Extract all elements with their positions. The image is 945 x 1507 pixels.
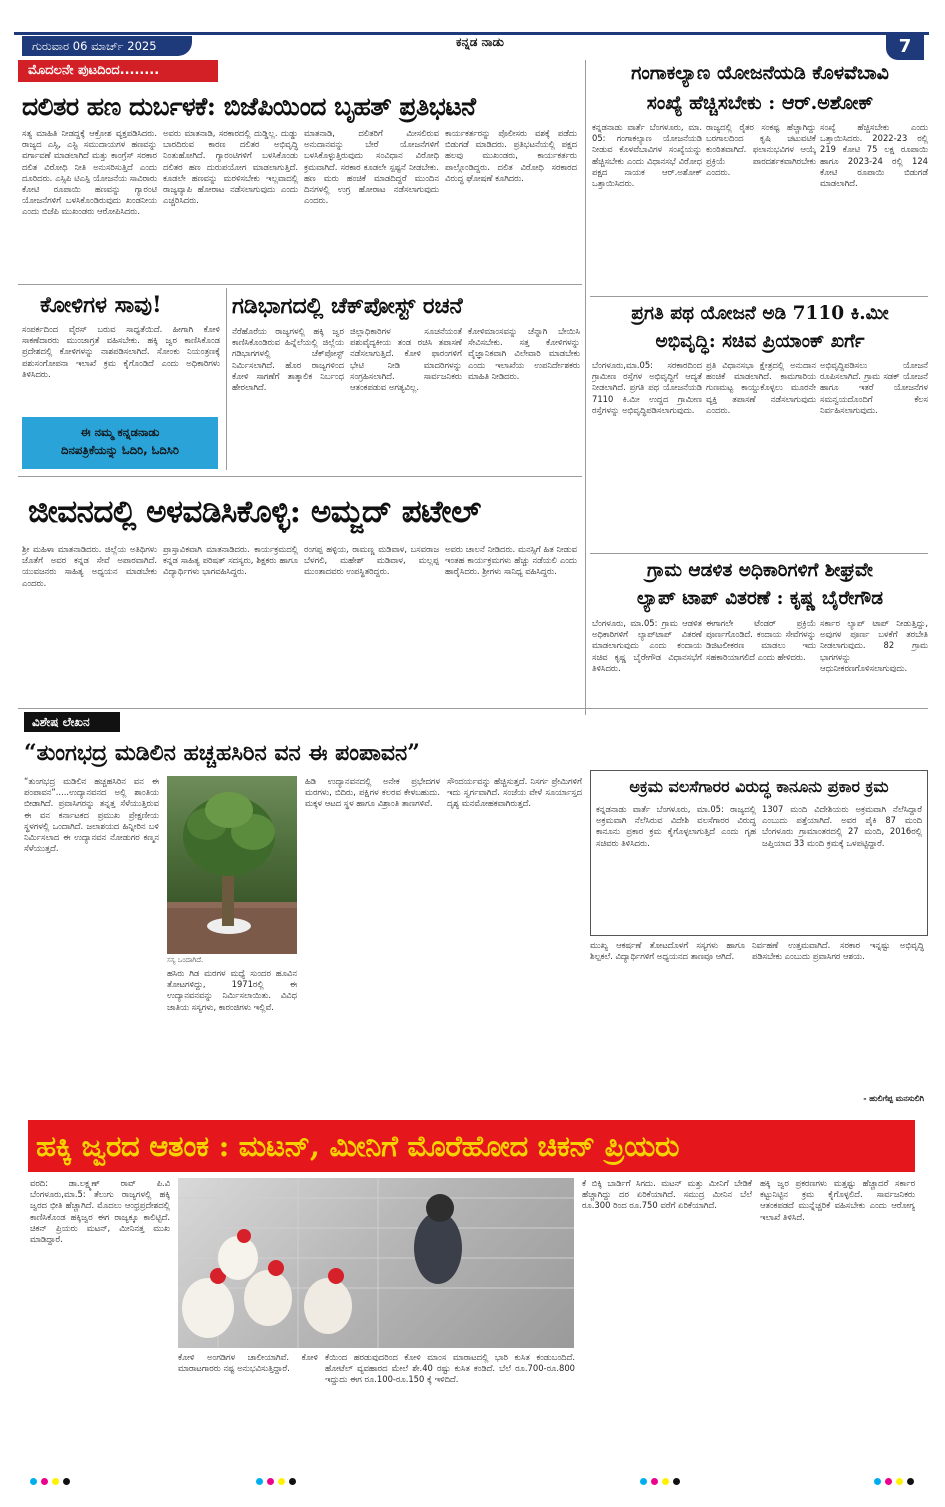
divider — [590, 553, 928, 554]
laptop-col-2: ಈಗಾಗಲೇ ಟೆಂಡರ್ ಪ್ರಕ್ರಿಯೆ ಪೂರ್ಣಗೊಂಡಿದೆ. ಕಂದಾಯ ಸೇವೆಗಳನ್ನು ಡಿಜಿಟಲೀಕರಣ ಮಾಡಲು ಇದು ಸಹಕಾರಿಯಾಗಲಿದೆ ಎಂದು ಹೇಳಿದರು. — [706, 618, 816, 662]
ganga-col-1: ಕನ್ನಡನಾಡು ವಾರ್ತೆ ಬೆಂಗಳೂರು, ಮಾ. 05: ಗಂಗಾಕಲ್ಯಾಣ ಯೋಜನೆಯಡಿ ನೀಡುವ ಕೊಳವೆಬಾವಿಗಳ ಸಂಖ್ಯೆಯನ್ನು ಹೆಚ್ಚಿಸಬೇಕು ಎಂದು ವಿಧಾನಸಭೆ ವಿರೋಧ ಪಕ್ಷದ ನಾಯಕ ಆರ್.ಅಶೋಕ್ ಒತ್ತಾಯಿಸಿದರು. — [592, 122, 702, 189]
date-tab: ಗುರುವಾರ 06 ಮಾರ್ಚ್ 2025 — [22, 36, 192, 56]
hens-headline: ಕೋಳಿಗಳ ಸಾವು! — [40, 292, 162, 318]
bjp-col-3: ಮಾತನಾಡಿ, ದಲಿತರಿಗೆ ಮೀಸಲಿರುವ ಅನುದಾನವನ್ನು ಬೇರೆ ಯೋಜನೆಗಳಿಗೆ ಬಳಸಿಕೊಳ್ಳುತ್ತಿರುವುದು ಸಂವಿಧಾನ ವಿರೋಧಿ ಕ್ರಮವಾಗಿದೆ. ಸರಕಾರ ಕೂಡಲೇ ಸ್ಪಷ್ಟನೆ ನೀಡಬೇಕು. ಹಣ ಮರು ಹಂಚಿಕೆ ಮಾಡದಿದ್ದರೆ ಮುಂದಿನ ದಿನಗಳಲ್ಲಿ ಉಗ್ರ ಹೋರಾಟ ನಡೆಸಲಾಗುವುದು ಎಂದರು. — [304, 128, 439, 206]
registration-marks — [30, 1478, 70, 1486]
bjp-col-4: ಕಾರ್ಯಕರ್ತರನ್ನು ಪೊಲೀಸರು ವಶಕ್ಕೆ ಪಡೆದು ಬಿಡುಗಡೆ ಮಾಡಿದರು. ಪ್ರತಿಭಟನೆಯಲ್ಲಿ ಪಕ್ಷದ ಹಲವು ಮುಖಂಡರು, ಕಾರ್ಯಕರ್ತರು ಪಾಲ್ಗೊಂಡಿದ್ದರು. ದಲಿತ ವಿರೋಧಿ ಸರಕಾರದ ವಿರುದ್ಧ ಘೋಷಣೆ ಕೂಗಿದರು. — [445, 128, 577, 183]
checkpost-col-3: ಕೋಳಿಮಾಂಸವನ್ನು ಚೆನ್ನಾಗಿ ಬೇಯಿಸಿ ಸೇವಿಸಬೇಕು. ಸತ್ತ ಕೋಳಿಗಳನ್ನು ವೈಜ್ಞಾನಿಕವಾಗಿ ವಿಲೇವಾರಿ ಮಾಡಬೇಕು ಎಂದು ಇಲಾಖೆಯ ಉಪನಿರ್ದೇಶಕರು ಮಾಹಿತಿ ನೀಡಿದರು. — [468, 326, 580, 381]
promo-line-2: ದಿನಪತ್ರಿಕೆಯನ್ನು ಓದಿರಿ, ಓದಿಸಿರಿ — [61, 443, 179, 457]
patel-col-1: ಶ್ರೀ ಮಹಿಳಾ ಮಾತನಾಡಿದರು. ಜಿಲ್ಲೆಯ ಅತಿಥಿಗಳು ಜೊತೆಗೆ ಅವರ ಕನ್ನಡ ಸೇವೆ ಅಪಾರವಾಗಿದೆ. ಯುವಜನರು ಸಾಹಿತ್ಯ ಅಧ್ಯಯನ ಮಾಡಬೇಕು ಎಂದರು. — [22, 544, 157, 588]
laptop-col-3: ಸರ್ಕಾರ ಲ್ಯಾಪ್ ಟಾಪ್ ನೀಡುತ್ತಿದ್ದು, ಅವುಗಳ ಪೂರ್ಣ ಬಳಕೆಗೆ ತರಬೇತಿ ನೀಡಲಾಗುವುದು. 82 ಗ್ರಾಮ ಭಾಗಗಳನ್ನು ಆಧುನೀಕರಣಗೊಳಿಸಲಾಗುವುದು. — [820, 618, 928, 673]
birdflu-col-2: ಕೆಯಿಂದ ಹರಡುವುದರಿಂದ ಕೋಳಿ ಮಾಂಸ ಮಾರಾಟದಲ್ಲಿ ಭಾರಿ ಕುಸಿತ ಕಂಡುಬಂದಿದೆ. ಹೋಟೆಲ್ ವ್ಯವಹಾರದ ಮೇಲೆ ಶೇ.40 ರಷ್ಟು ಕುಸಿತ ಕಂಡಿದೆ. ಬೆಲೆ ರೂ.700-ರೂ.800 ಇದ್ದುದು ಈಗ ರೂ.100-ರೂ.150 ಕ್ಕೆ ಇಳಿದಿದೆ. — [325, 1352, 575, 1385]
laptop-headline-2: ಲ್ಯಾಪ್ ಟಾಪ್ ವಿತರಣೆ : ಕೃಷ್ಣ ಬೈರೇಗೌಡ — [636, 588, 884, 609]
hens-text: ಸಂಪರ್ಕದಿಂದ ವೈರಸ್ ಬರುವ ಸಾಧ್ಯತೆಯಿದೆ. ಹೀಗಾಗಿ ಕೋಳಿ ಸಾಕಣೆದಾರರು ಮುಂಜಾಗ್ರತೆ ವಹಿಸಬೇಕು. ಹಕ್ಕಿ ಜ್ವರ ಕಾಣಿಸಿಕೊಂಡ ಪ್ರದೇಶದಲ್ಲಿ ಕೋಳಿಗಳನ್ನು ನಾಶಪಡಿಸಲಾಗಿದೆ. ಸೋಂಕು ನಿಯಂತ್ರಣಕ್ಕೆ ಪಶುಸಂಗೋಪನಾ ಇಲಾಖೆ ಕ್ರಮ ಕೈಗೊಂಡಿದೆ ಎಂದು ಅಧಿಕಾರಿಗಳು ತಿಳಿಸಿದರು. — [22, 324, 220, 379]
pragati-col-2: ಪ್ರತಿ ವಿಧಾನಸಭಾ ಕ್ಷೇತ್ರದಲ್ಲಿ ಅನುದಾನ ಹಂಚಿಕೆ ಮಾಡಲಾಗಿದೆ. ಕಾಮಗಾರಿಯ ಗುಣಮಟ್ಟ ಕಾಯ್ದುಕೊಳ್ಳಲು ಮೂರನೇ ವ್ಯಕ್ತಿ ತಪಾಸಣೆ ನಡೆಸಲಾಗುವುದು ಎಂದರು. — [706, 360, 816, 415]
page-number-tab: 7 — [886, 34, 924, 60]
divider — [585, 60, 586, 715]
plant-illustration — [167, 776, 297, 954]
pragati-headline-1: ಪ್ರಗತಿ ಪಥ ಯೋಜನೆ ಅಡಿ 7110 ಕಿ.ಮೀ — [631, 303, 889, 324]
birdflu-photo-caption: ಕೋಳಿ ಅಂಗಡಿಗಳ ಚಾಲೀಯಾಗಿವೆ. ಕೋಳಿ ಮಾರಾಟಗಾರರು ನಷ್ಟ ಅನುಭವಿಸುತ್ತಿದ್ದಾರೆ. — [178, 1352, 318, 1374]
chicken-cage-illustration — [178, 1178, 574, 1348]
divider — [226, 288, 227, 470]
feature-col-2: ಹಸಿರು ಗಿಡ ಮರಗಳ ಮಧ್ಯೆ ಸುಂದರ ಹೂವಿನ ತೋಟಗಳಿದ್ದು, 1971ರಲ್ಲಿ ಈ ಉದ್ಯಾನವನವನ್ನು ನಿರ್ಮಿಸಲಾಯಿತು. ವಿವಿಧ ಜಾತಿಯ ಸಸ್ಯಗಳು, ಕಾರಂಜಿಗಳು ಇಲ್ಲಿವೆ. — [167, 968, 297, 1012]
section-tag: ಮೊದಲನೇ ಪುಟದಿಂದ........ — [18, 60, 218, 82]
patel-col-3: ರಂಗಪ್ಪ ಹಳ್ಳಿಯ, ರಾಮಣ್ಣ ಮಡಿವಾಳ, ಬಸವರಾಜ ಬೆಳಗಲಿ, ಮಹೇಶ್ ಮಡಿವಾಳ, ಮಲ್ಲಪ್ಪ ಮುಂತಾದವರು ಉಪಸ್ಥಿತರಿದ್ದರು. — [304, 544, 439, 577]
ganga-headline-1: ಗಂಗಾಕಲ್ಯಾಣ ಯೋಜನೆಯಡಿ ಕೊಳವೆಬಾವಿ — [631, 62, 889, 84]
feature-tag: ವಿಶೇಷ ಲೇಖನ — [24, 712, 120, 732]
pampavana-caption: ಸಸ್ಯ ಒಂದಾಗಿದೆ. — [167, 956, 204, 964]
registration-marks — [874, 1478, 914, 1486]
feature-col-4: ಸೌಂದರ್ಯವನ್ನು ಹೆಚ್ಚಿಸುತ್ತದೆ. ನಿಸರ್ಗ ಪ್ರೇಮಿಗಳಿಗೆ ಇದು ಸ್ವರ್ಗವಾಗಿದೆ. ಸಂಜೆಯ ವೇಳೆ ಸೂರ್ಯಾಸ್ತದ ದೃಶ್ಯ ಮನಮೋಹಕವಾಗಿರುತ್ತದೆ. — [447, 776, 582, 809]
divider — [590, 296, 928, 297]
divider — [18, 284, 582, 285]
birdflu-col-3: ಕೆ ಬಿಕ್ಕಿ ಬಾರ್ಡಿಗೆ ಸಿಗದು. ಮಟನ್ ಮತ್ತು ಮೀನಿಗೆ ಬೇಡಿಕೆ ಹೆಚ್ಚಾಗಿದ್ದು ದರ ಏರಿಕೆಯಾಗಿದೆ. ಸಮುದ್ರ ಮೀನಿನ ಬೆಲೆ ರೂ.300 ರಿಂದ ರೂ.750 ವರೆಗೆ ಏರಿಕೆಯಾಗಿದೆ. — [582, 1178, 752, 1211]
pragati-col-3: ಅಭಿವೃದ್ಧಿಪಡಿಸಲು ಯೋಜನೆ ರೂಪಿಸಲಾಗಿದೆ. ಗ್ರಾಮ ಸಡಕ್ ಯೋಜನೆ ಹಾಗೂ ಇತರೆ ಯೋಜನೆಗಳ ಸಮನ್ವಯದೊಂದಿಗೆ ಕೆಲಸ ನಿರ್ವಹಿಸಲಾಗುವುದು. — [820, 360, 928, 415]
checkpost-col-1: ನೆರೆಹೊರೆಯ ರಾಜ್ಯಗಳಲ್ಲಿ ಹಕ್ಕಿ ಜ್ವರ ಕಾಣಿಸಿಕೊಂಡಿರುವ ಹಿನ್ನೆಲೆಯಲ್ಲಿ ಜಿಲ್ಲೆಯ ಗಡಿಭಾಗಗಳಲ್ಲಿ ಚೆಕ್‌ಪೋಸ್ಟ್ ನಿರ್ಮಿಸಲಾಗಿದೆ. ಹೊರ ರಾಜ್ಯಗಳಿಂದ ಕೋಳಿ ಸಾಗಣೆಗೆ ತಾತ್ಕಾಲಿಕ ನಿರ್ಬಂಧ ಹೇರಲಾಗಿದೆ. — [232, 326, 344, 393]
ganga-col-3: ಸಂಖ್ಯೆ ಹೆಚ್ಚಿಸಬೇಕು ಎಂದು ಒತ್ತಾಯಿಸಿದರು. 2022-23 ರಲ್ಲಿ 219 ಕೋಟಿ 75 ಲಕ್ಷ ರೂಪಾಯಿ ಹಾಗೂ 2023-24 ರಲ್ಲಿ 124 ಕೋಟಿ ರೂಪಾಯಿ ಬಿಡುಗಡೆ ಮಾಡಲಾಗಿದೆ. — [820, 122, 928, 189]
laptop-headline-1: ಗ್ರಾಮ ಆಡಳಿತ ಅಧಿಕಾರಿಗಳಿಗೆ ಶೀಘ್ರವೇ — [647, 560, 873, 581]
birdflu-photo — [178, 1178, 574, 1348]
feature-byline: - ಹುಲಿಗೆಪ್ಪ ಮನಸುಲಿಗಿ — [863, 1094, 924, 1103]
pragati-headline-2: ಅಭಿವೃದ್ಧಿ: ಸಚಿವ ಪ್ರಿಯಾಂಕ್ ಖರ್ಗೆ — [655, 331, 865, 352]
registration-marks — [256, 1478, 296, 1486]
paper-name: ಕನ್ನಡ ನಾಡು — [456, 35, 504, 49]
pampavana-photo — [167, 776, 297, 954]
checkpost-headline: ಗಡಿಭಾಗದಲ್ಲಿ ಚೆಕ್‌ಪೋಸ್ಟ್ ರಚನೆ — [232, 293, 463, 319]
ganga-col-2: ರಾಜ್ಯದಲ್ಲಿ ರೈತರ ಸಂಕಷ್ಟ ಹೆಚ್ಚಾಗಿದ್ದು ಬರಗಾಲದಿಂದ ಕೃಷಿ ಚಟುವಟಿಕೆ ಕುಂಠಿತವಾಗಿದೆ. ಫಲಾನುಭವಿಗಳ ಆಯ್ಕೆ ಪ್ರಕ್ರಿಯೆ ಪಾರದರ್ಶಕವಾಗಿರಬೇಕು ಎಂದರು. — [706, 122, 816, 177]
bjp-col-2: ಅವರು ಮಾತನಾಡಿ, ಸರಕಾರದಲ್ಲಿ ದುಡ್ಡಿಲ್ಲ. ದುಡ್ಡು ಬಾರದಿರುವ ಕಾರಣ ದಲಿತರ ಅಭಿವೃದ್ಧಿ ನಿಂತುಹೋಗಿದೆ. ಗ್ಯಾರಂಟಿಗಳಿಗೆ ಬಳಸಿಕೊಂಡು ದಲಿತರ ಹಣ ದುರುಪಯೋಗ ಮಾಡಲಾಗುತ್ತಿದೆ. ಕೂಡಲೇ ಹಣವನ್ನು ಮರಳಿಸಬೇಕು ಇಲ್ಲವಾದಲ್ಲಿ ರಾಜ್ಯವ್ಯಾಪಿ ಹೋರಾಟ ನಡೆಸಲಾಗುವುದು ಎಂದು ಎಚ್ಚರಿಸಿದರು. — [163, 128, 298, 206]
patel-headline: ಜೀವನದಲ್ಲಿ ಅಳವಡಿಸಿಕೊಳ್ಳಿ: ಅಮ್ಜದ್ ಪಟೇಲ್ — [28, 494, 481, 530]
feature-headline: “ತುಂಗಭದ್ರ ಮಡಿಲಿನ ಹಚ್ಚಹಸಿರಿನ ವನ ಈ ಪಂಪಾವನ” — [24, 740, 420, 766]
bjp-headline: ದಲಿತರ ಹಣ ದುರ್ಬಳಕೆ: ಬಿಜೆಪಿಯಿಂದ ಬೃಹತ್ ಪ್ರತಿಭಟನೆ — [22, 92, 476, 121]
patel-col-4: ಅವರು ಚಾಲನೆ ನೀಡಿದರು. ಮನಸ್ಸಿಗೆ ಹಿತ ನೀಡುವ ಇಂತಹ ಕಾರ್ಯಕ್ರಮಗಳು ಹೆಚ್ಚು ನಡೆಯಲಿ ಎಂದು ಹಾರೈಸಿದರು. ಶ್ರೀಗಳು ಸಾನಿಧ್ಯ ವಹಿಸಿದ್ದರು. — [445, 544, 577, 577]
pragati-col-1: ಬೆಂಗಳೂರು,ಮಾ.05: ಸರಕಾರದಿಂದ ಗ್ರಾಮೀಣ ರಸ್ತೆಗಳ ಅಭಿವೃದ್ಧಿಗೆ ಆದ್ಯತೆ ನೀಡಲಾಗಿದೆ. ಪ್ರಗತಿ ಪಥ ಯೋಜನೆಯಡಿ 7110 ಕಿ.ಮೀ ಉದ್ದದ ಗ್ರಾಮೀಣ ರಸ್ತೆಗಳನ್ನು ಅಭಿವೃದ್ಧಿಪಡಿಸಲಾಗುವುದು. — [592, 360, 702, 415]
feature-col-1: “ತುಂಗಭದ್ರ ಮಡಿಲಿನ ಹಚ್ಚಹಸಿರಿನ ವನ ಈ ಪಂಪಾವನ”.....ಉದ್ಯಾನವನದ ಅಲ್ಲಿ ಶಾಂತಿಯ ಬೀಡಾಗಿದೆ. ಪ್ರವಾಸಿಗರನ್ನು ತನ್ನತ್ತ ಸೆಳೆಯುತ್ತಿರುವ ಈ ವನ ಕರ್ನಾಟಕದ ಪ್ರಮುಖ ಪ್ರೇಕ್ಷಣೀಯ ಸ್ಥಳಗಳಲ್ಲಿ ಒಂದಾಗಿದೆ. ಜಲಾಶಯದ ಹಿನ್ನೀರಿನ ಬಳಿ ನಿರ್ಮಿಸಲಾದ ಈ ಉದ್ಯಾನವನ ನೋಡುಗರ ಕಣ್ಮನ ಸೆಳೆಯುತ್ತದೆ. — [24, 776, 159, 854]
birdflu-headline: ಹಕ್ಕಿ ಜ್ವರದ ಆತಂಕ : ಮಟನ್, ಮೀನಿಗೆ ಮೊರೆಹೋದ ಚಿಕನ್ ಪ್ರಿಯರು — [36, 1129, 680, 1163]
birdflu-col-1: ವರದಿ: ಡಾ.ಲಕ್ಷ್ಮಣ್ ರಾವ್ ಪಿ.ವಿ ಬೆಂಗಳೂರು,ಮಾ.5: ತೆಲುಗು ರಾಜ್ಯಗಳಲ್ಲಿ ಹಕ್ಕಿ ಜ್ವರದ ಭೀತಿ ಹೆಚ್ಚಾಗಿದೆ. ಮೊದಲು ಆಂಧ್ರಪ್ರದೇಶದಲ್ಲಿ ಕಾಣಿಸಿಕೊಂಡ ಹಕ್ಕಿಜ್ವರ ಈಗ ರಾಜ್ಯಕ್ಕೂ ಕಾಲಿಟ್ಟಿದೆ. ಚಿಕನ್ ಪ್ರಿಯರು ಮಟನ್, ಮೀನಿನತ್ತ ಮುಖ ಮಾಡಿದ್ದಾರೆ. — [30, 1178, 170, 1245]
migrants-col-1: ಕನ್ನಡನಾಡು ವಾರ್ತೆ ಬೆಂಗಳೂರು, ಮಾ.05: ರಾಜ್ಯದಲ್ಲಿ ಅಕ್ರಮವಾಗಿ ನೆಲೆಸಿರುವ ವಿದೇಶಿ ವಲಸೆಗಾರರ ವಿರುದ್ಧ ಕಾನೂನು ಪ್ರಕಾರ ಕ್ರಮ ಕೈಗೊಳ್ಳಲಾಗುತ್ತಿದೆ ಎಂದು ಗೃಹ ಸಚಿವರು ತಿಳಿಸಿದರು. — [596, 804, 756, 848]
divider — [18, 476, 582, 477]
migrants-headline: ಅಕ್ರಮ ವಲಸೆಗಾರರ ವಿರುದ್ಧ ಕಾನೂನು ಪ್ರಕಾರ ಕ್ರಮ — [629, 777, 889, 796]
bjp-col-1: ಸತ್ಯ ಮಾಹಿತಿ ನೀಡದ್ದಕ್ಕೆ ಆಕ್ರೋಶ ವ್ಯಕ್ತಪಡಿಸಿದರು. ರಾಜ್ಯದ ಎಸ್ಸಿ, ಎಸ್ಟಿ ಸಮುದಾಯಗಳ ಹಣವನ್ನು ವರ್ಗಾವಣೆ ಮಾಡಲಾಗಿದೆ ಮತ್ತು ಕಾಂಗ್ರೆಸ್ ಸರಕಾರ ದಲಿತ ವಿರೋಧಿ ನೀತಿ ಅನುಸರಿಸುತ್ತಿದೆ ಎಂದು ದೂರಿದರು. ಎಸ್ಸಿಪಿ ಟಿಎಸ್ಪಿ ಯೋಜನೆಯ ಸಾವಿರಾರು ಕೋಟಿ ರೂಪಾಯಿ ಹಣವನ್ನು ಗ್ಯಾರಂಟಿ ಯೋಜನೆಗಳಿಗೆ ಬಳಸಿಕೊಂಡಿರುವುದು ಖಂಡನೀಯ ಎಂದು ಬಿಜೆಪಿ ಮುಖಂಡರು ಆರೋಪಿಸಿದರು. — [22, 128, 157, 217]
feature-col-5: ಮುಖ್ಯ ಆಕರ್ಷಣೆ ತೋಟದೊಳಗೆ ಸಸ್ಯಗಳು ಹಾಗೂ ಶಿಲ್ಪಕಲೆ. ವಿದ್ಯಾರ್ಥಿಗಳಿಗೆ ಅಧ್ಯಯನದ ತಾಣವೂ ಆಗಿದೆ. — [590, 940, 745, 962]
feature-col-6: ನಿರ್ವಹಣೆ ಉತ್ತಮವಾಗಿದೆ. ಸರಕಾರ ಇನ್ನಷ್ಟು ಅಭಿವೃದ್ಧಿ ಪಡಿಸಬೇಕು ಎಂಬುದು ಪ್ರವಾಸಿಗರ ಆಶಯ. — [752, 940, 924, 962]
checkpost-col-2: ಜಿಲ್ಲಾಧಿಕಾರಿಗಳ ಸೂಚನೆಯಂತೆ ಪಶುವೈದ್ಯಕೀಯ ತಂಡ ರಚಿಸಿ ತಪಾಸಣೆ ನಡೆಸಲಾಗುತ್ತಿದೆ. ಕೋಳಿ ಫಾರಂಗಳಿಗೆ ಭೇಟಿ ನೀಡಿ ಮಾದರಿಗಳನ್ನು ಸಂಗ್ರಹಿಸಲಾಗಿದೆ. ಸಾರ್ವಜನಿಕರು ಆತಂಕಪಡುವ ಅಗತ್ಯವಿಲ್ಲ. — [350, 326, 462, 393]
promo-line-1: ಈ ನಮ್ಮ ಕನ್ನಡನಾಡು — [80, 425, 160, 439]
registration-marks — [640, 1478, 680, 1486]
ganga-headline-2: ಸಂಖ್ಯೆ ಹೆಚ್ಚಿಸಬೇಕು : ಆರ್.ಅಶೋಕ್ — [646, 92, 874, 114]
migrants-col-2: 1307 ಮಂದಿ ವಿದೇಶಿಯರು ಅಕ್ರಮವಾಗಿ ನೆಲೆಸಿದ್ದಾರೆ ಎಂಬುದು ಪತ್ತೆಯಾಗಿದೆ. ಅವರ ಪೈಕಿ 87 ಮಂದಿ ಬೆಂಗಳೂರು ಗ್ರಾಮಾಂತರದಲ್ಲಿ 27 ಮಂದಿ, 2016ರಲ್ಲಿ ಜಪ್ತಿಯಾದ 33 ಮಂದಿ ಕ್ರಮಕ್ಕೆ ಒಳಪಟ್ಟಿದ್ದಾರೆ. — [762, 804, 922, 848]
birdflu-col-4: ಹಕ್ಕಿ ಜ್ವರ ಪ್ರಕರಣಗಳು ಮತ್ತಷ್ಟು ಹೆಚ್ಚಾದರೆ ಸರ್ಕಾರ ಕಟ್ಟುನಿಟ್ಟಿನ ಕ್ರಮ ಕೈಗೊಳ್ಳಲಿದೆ. ಸಾರ್ವಜನಿಕರು ಆತಂಕಪಡದೆ ಮುನ್ನೆಚ್ಚರಿಕೆ ವಹಿಸಬೇಕು ಎಂದು ಆರೋಗ್ಯ ಇಲಾಖೆ ತಿಳಿಸಿದೆ. — [760, 1178, 915, 1222]
patel-col-2: ಪ್ರಾಸ್ತಾವಿಕವಾಗಿ ಮಾತನಾಡಿದರು. ಕಾರ್ಯಕ್ರಮದಲ್ಲಿ ಕನ್ನಡ ಸಾಹಿತ್ಯ ಪರಿಷತ್ ಸದಸ್ಯರು, ಶಿಕ್ಷಕರು ಹಾಗೂ ವಿದ್ಯಾರ್ಥಿಗಳು ಭಾಗವಹಿಸಿದ್ದರು. — [163, 544, 298, 577]
feature-col-3: ಹಿಡಿ ಉದ್ಯಾನವನದಲ್ಲಿ ಅನೇಕ ಪ್ರಭೇದಗಳ ಮರಗಳು, ಬಿದಿರು, ಪಕ್ಷಿಗಳ ಕಲರವ ಕೇಳಬಹುದು. ಮಕ್ಕಳ ಆಟದ ಸ್ಥಳ ಹಾಗೂ ವಿಶ್ರಾಂತಿ ತಾಣಗಳಿವೆ. — [305, 776, 440, 809]
laptop-col-1: ಬೆಂಗಳೂರು, ಮಾ.05: ಗ್ರಾಮ ಆಡಳಿತ ಅಧಿಕಾರಿಗಳಿಗೆ ಲ್ಯಾಪ್‌ಟಾಪ್ ವಿತರಣೆ ಮಾಡಲಾಗುವುದು ಎಂದು ಕಂದಾಯ ಸಚಿವ ಕೃಷ್ಣ ಬೈರೇಗೌಡ ವಿಧಾನಸಭೆಗೆ ತಿಳಿಸಿದರು. — [592, 618, 702, 673]
promo-box — [22, 417, 218, 469]
